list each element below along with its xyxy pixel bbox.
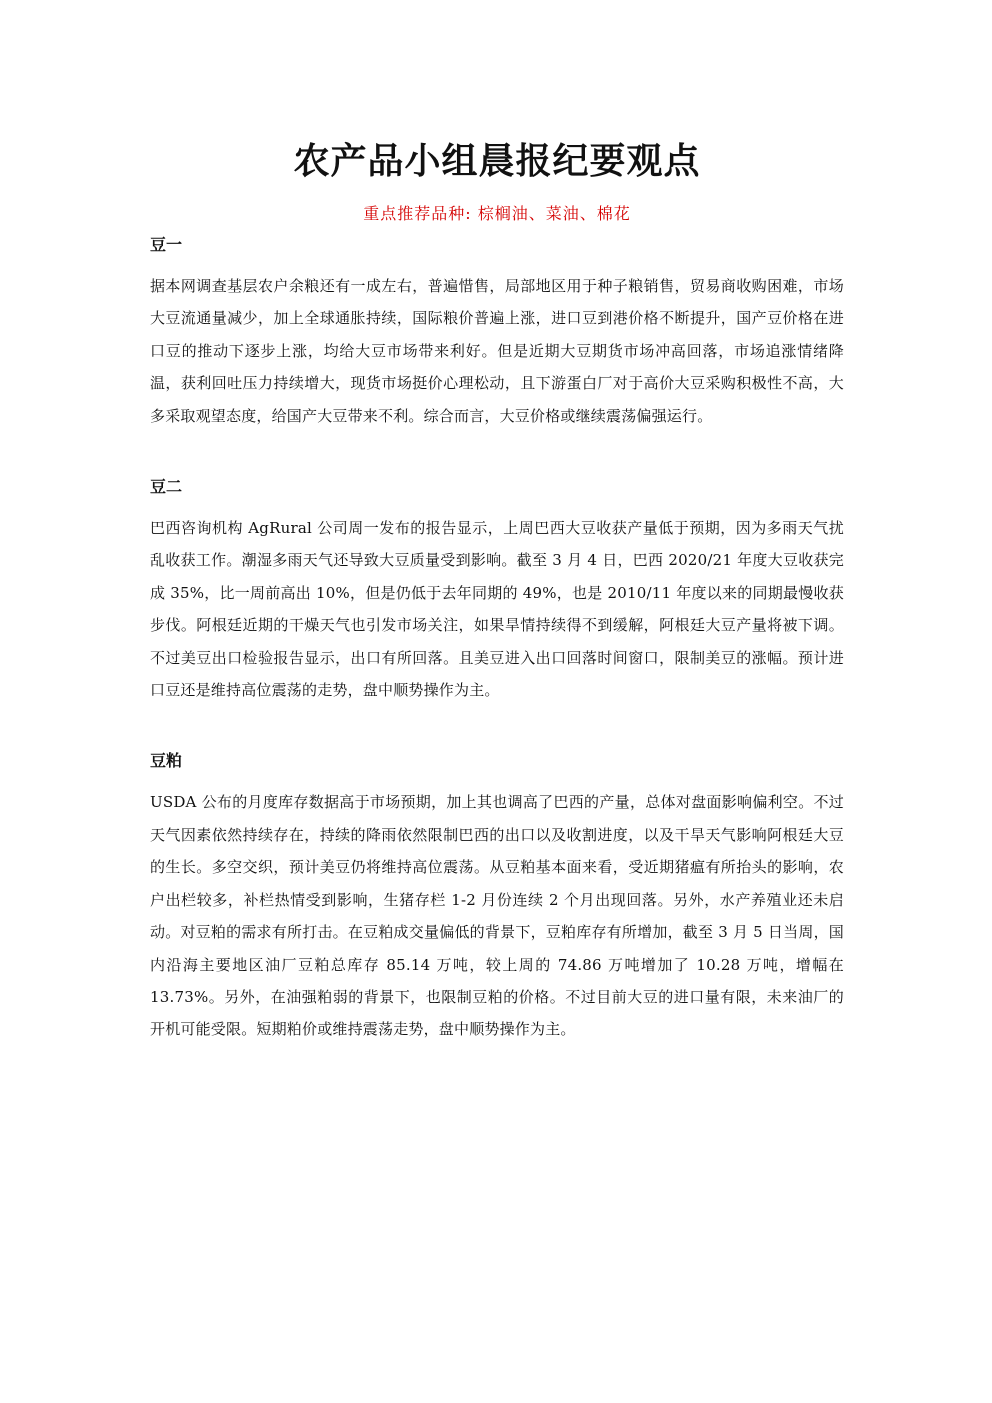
section-paragraph: 巴西咨询机构 AgRural 公司周一发布的报告显示，上周巴西大豆收获产量低于预期，因为多雨天气扰乱收获工作。潮湿多雨天气还导致大豆质量受到影响。截至 3 月 4 日，巴西 2020/21 年度大豆收获完成 35%，比一周前高出 10%，但是仍低于去年同期的 49%，也是 2010/11 年度以来的同期最慢收获步伐。阿根廷近期的干燥天气也引发市场关注，如果旱情持续得不到缓解，阿根廷大豆产量将被下调。不过美豆出口检验报告显示，出口有所回落。且美豆进入出口回落时间窗口，限制美豆的涨幅。预计进口豆还是维持高位震荡的走势，盘中顺势操作为主。 — [150, 519, 844, 700]
section-heading: 豆二 — [150, 477, 183, 497]
section-soybean-meal — [150, 750, 844, 1045]
section-soybean-2 — [150, 476, 844, 706]
section-soybean-1 — [150, 234, 844, 432]
recommended-varieties: 重点推荐品种: 棕榈油、菜油、棉花 — [363, 204, 631, 223]
section-paragraph: USDA 公布的月度库存数据高于市场预期，加上其也调高了巴西的产量，总体对盘面影响偏利空。不过天气因素依然持续存在，持续的降雨依然限制巴西的出口以及收割进度，以及干旱天气影响阿根廷大豆的生长。多空交织，预计美豆仍将维持高位震荡。从豆粕基本面来看，受近期猪瘟有所抬头的影响，农户出栏较多，补栏热情受到影响，生猪存栏 1-2 月份连续 2 个月出现回落。另外，水产养殖业还未启动。对豆粕的需求有所打击。在豆粕成交量偏低的背景下，豆粕库存有所增加，截至 3 月 5 日当周，国内沿海主要地区油厂豆粕总库存 85.14 万吨，较上周的 74.86 万吨增加了 10.28 万吨，增幅在 13.73%。另外，在油强粕弱的背景下，也限制豆粕的价格。不过目前大豆的进口量有限，未来油厂的开机可能受限。短期粕价或维持震荡走势，盘中顺势操作为主。 — [150, 793, 844, 1039]
section-heading: 豆一 — [150, 235, 183, 254]
document-page — [150, 138, 844, 1046]
document-title: 农产品小组晨报纪要观点 — [293, 141, 701, 182]
section-paragraph: 据本网调查基层农户余粮还有一成左右，普遍惜售，局部地区用于种子粮销售，贸易商收购困难，市场大豆流通量减少，加上全球通胀持续，国际粮价普遍上涨，进口豆到港价格不断提升，国产豆价格在进口豆的推动下逐步上涨，均给大豆市场带来利好。但是近期大豆期货市场冲高回落，市场追涨情绪降温，获利回吐压力持续增大，现货市场挺价心理松动，且下游蛋白厂对于高价大豆采购积极性不高，大多采取观望态度，给国产大豆带来不利。综合而言，大豆价格或继续震荡偏强运行。 — [150, 277, 844, 425]
section-heading: 豆粕 — [150, 751, 183, 771]
